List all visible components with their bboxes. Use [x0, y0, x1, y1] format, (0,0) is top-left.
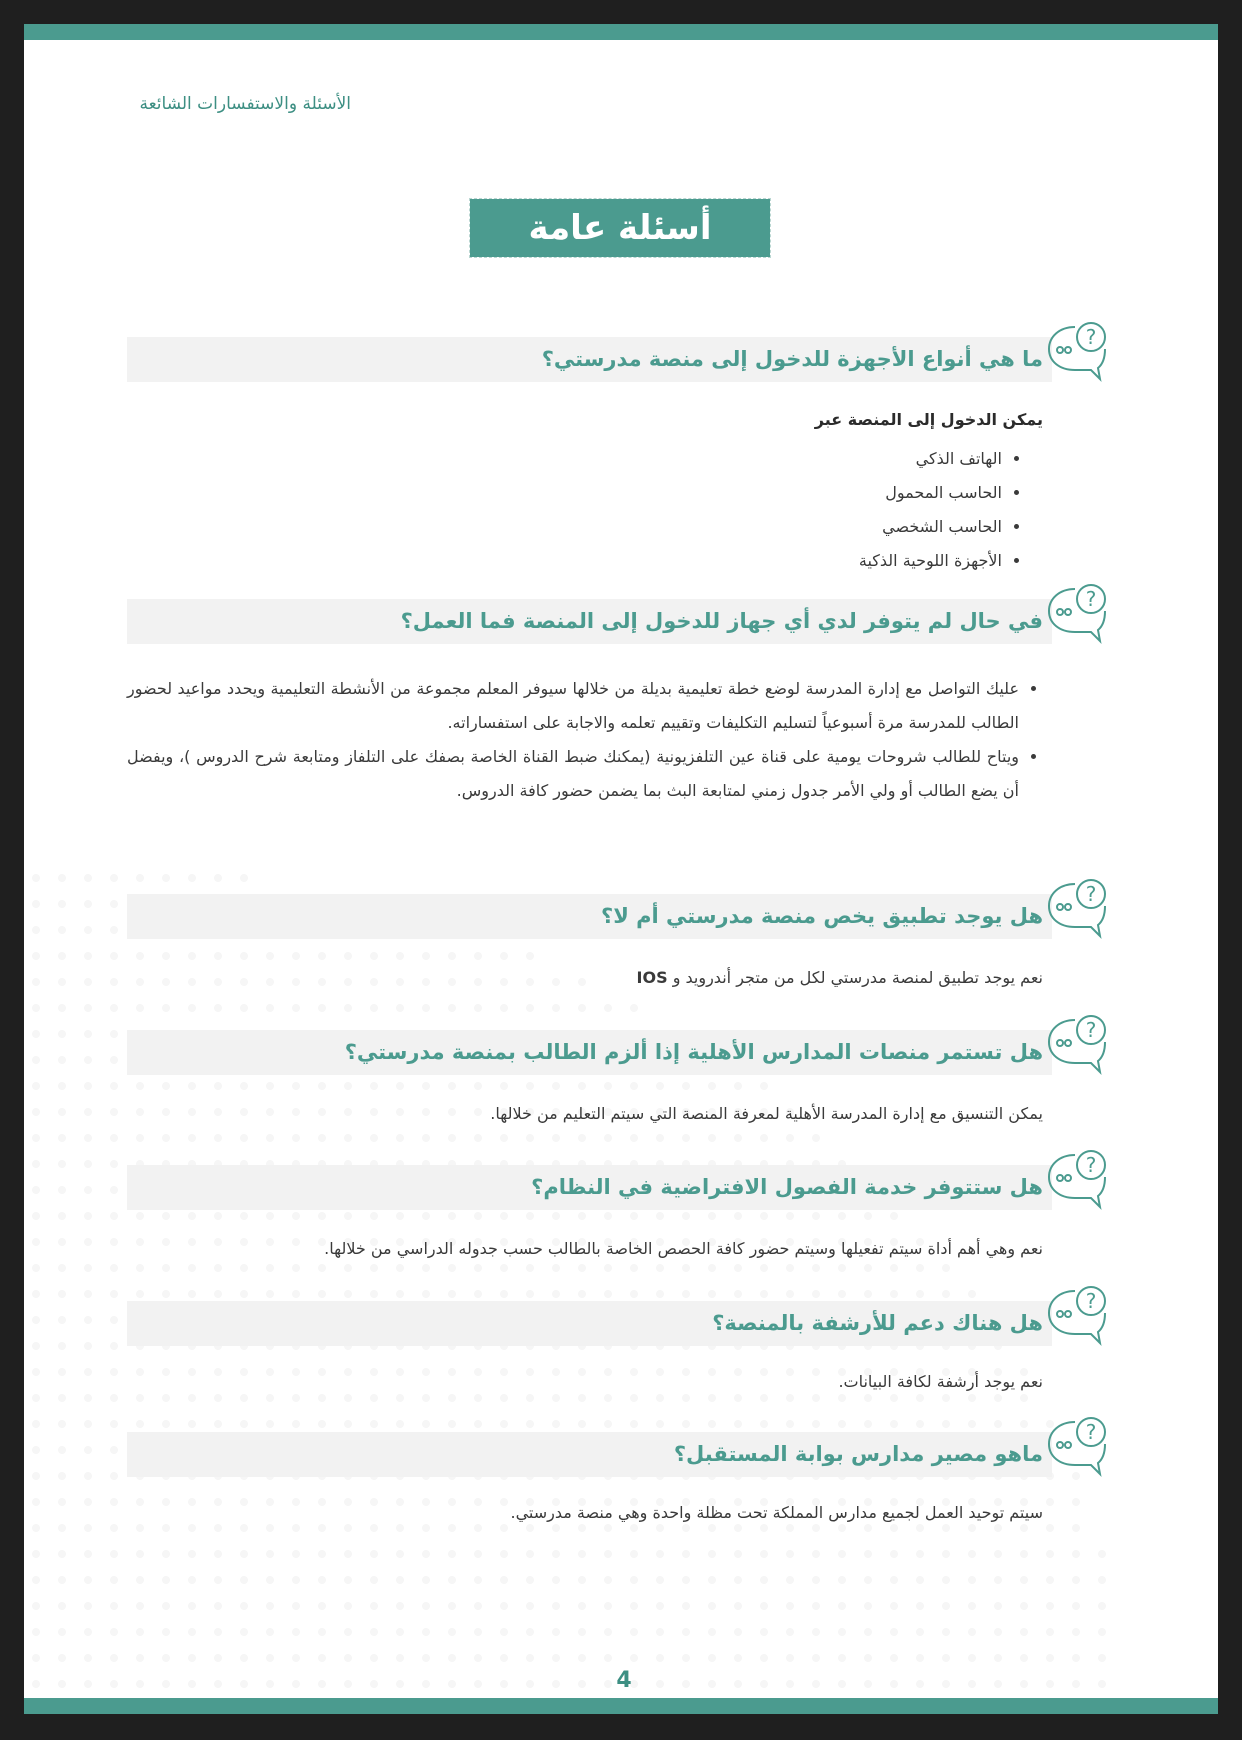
document-page — [24, 24, 1218, 1714]
question-text: هل ستتوفر خدمة الفصول الافتراضية في النظام؟ — [531, 1175, 1043, 1199]
question-text: ما هي أنواع الأجهزة للدخول إلى منصة مدرستي؟ — [541, 347, 1043, 371]
section-title: أسئلة عامة — [470, 199, 770, 257]
question-chat-icon — [1045, 1010, 1115, 1076]
list-item: • الحاسب المحمول — [859, 476, 1002, 510]
list-item: • ويتاح للطالب شروحات يومية على قناة عين التلفزيونية (يمكنك ضبط القناة الخاصة بصفك على التلفاز ومتابعة شرح الدروس )، ويفضل أن يضع الطالب أو ولي الأمر جدول زمني لمتابعة البث بما يضمن حضور كافة الدروس. — [127, 740, 1019, 808]
top-accent-bar — [24, 24, 1218, 40]
question-chat-icon — [1045, 874, 1115, 940]
svg-text:?: ? — [1085, 1420, 1097, 1444]
question-chat-icon — [1045, 579, 1115, 645]
list-item: • الهاتف الذكي — [859, 442, 1002, 476]
question-chat-icon — [1045, 317, 1115, 383]
bottom-accent-bar — [24, 1698, 1218, 1714]
question-chat-icon — [1045, 1145, 1115, 1211]
answer-text: نعم يوجد أرشفة لكافة البيانات. — [838, 1372, 1043, 1391]
page-number: 4 — [616, 1668, 632, 1693]
answer-text: نعم وهي أهم أداة سيتم تفعيلها وسيتم حضور كافة الحصص الخاصة بالطالب حسب جدوله الدراسي من خلالها. — [324, 1239, 1043, 1258]
list-item: • الأجهزة اللوحية الذكية — [859, 544, 1002, 578]
svg-text:?: ? — [1085, 1018, 1097, 1042]
svg-text:?: ? — [1085, 325, 1097, 349]
question-text: في حال لم يتوفر لدي أي جهاز للدخول إلى المنصة فما العمل؟ — [400, 609, 1043, 633]
question-text: ماهو مصير مدارس بوابة المستقبل؟ — [673, 1442, 1043, 1466]
svg-text:?: ? — [1085, 1289, 1097, 1313]
answer-bold: IOS — [636, 968, 668, 987]
svg-text:?: ? — [1085, 882, 1097, 906]
answer-text — [637, 968, 1043, 987]
dot-pattern-background — [24, 814, 1184, 1714]
answer-text: يمكن التنسيق مع إدارة المدرسة الأهلية لمعرفة المنصة التي سيتم التعليم من خلالها. — [490, 1104, 1043, 1123]
answer-paragraphs — [127, 672, 1041, 808]
device-list — [859, 442, 1018, 578]
question-chat-icon — [1045, 1281, 1115, 1347]
list-item: • الحاسب الشخصي — [859, 510, 1002, 544]
question-text: هل هناك دعم للأرشفة بالمنصة؟ — [712, 1311, 1043, 1335]
svg-text:?: ? — [1085, 1153, 1097, 1177]
question-text: هل تستمر منصات المدارس الأهلية إذا ألزم الطالب بمنصة مدرستي؟ — [344, 1040, 1043, 1064]
svg-text:?: ? — [1085, 587, 1097, 611]
answer-main: نعم يوجد تطبيق لمنصة مدرستي لكل من متجر أندرويد و — [672, 968, 1043, 987]
question-text: هل يوجد تطبيق يخص منصة مدرستي أم لا؟ — [601, 904, 1043, 928]
answer-lead: يمكن الدخول إلى المنصة عبر — [814, 410, 1043, 429]
answer-text: سيتم توحيد العمل لجميع مدارس المملكة تحت مظلة واحدة وهي منصة مدرستي. — [510, 1503, 1043, 1522]
list-item: • عليك التواصل مع إدارة المدرسة لوضع خطة تعليمية بديلة من خلالها سيوفر المعلم مجموعة من الأنشطة التعليمية ويحدد مواعيد لحضور الطالب للمدرسة مرة أسبوعياً لتسليم التكليفات وتقييم تعلمه والاجابة على استفساراته. — [127, 672, 1019, 740]
question-chat-icon — [1045, 1412, 1115, 1478]
page-header-title: الأسئلة والاستفسارات الشائعة — [139, 94, 351, 114]
